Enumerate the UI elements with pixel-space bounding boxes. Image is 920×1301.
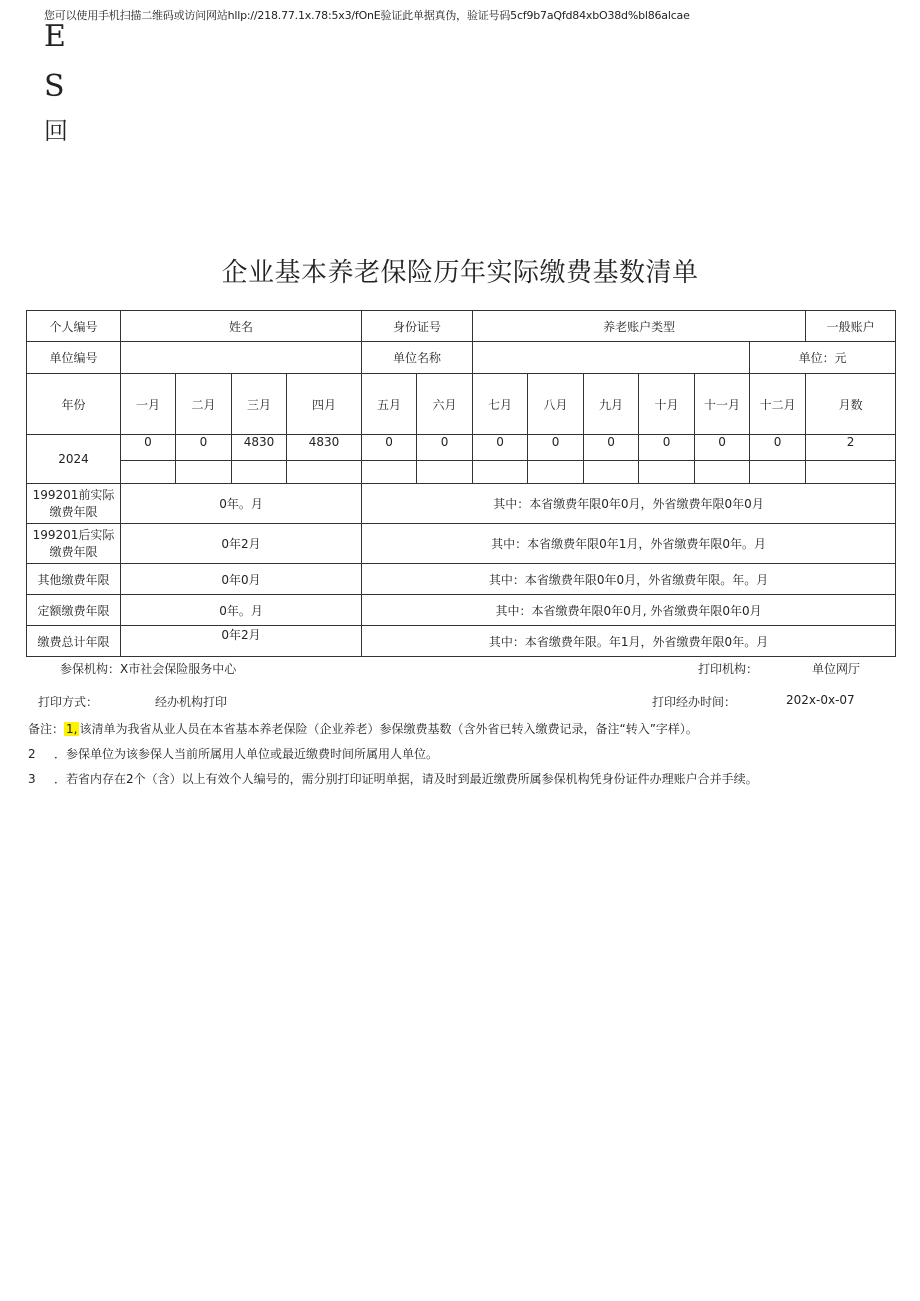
print-org-value: 单位网厅	[812, 662, 861, 676]
empty-cell	[121, 461, 176, 484]
note-2-number: 2	[28, 747, 36, 761]
month-value: 0	[639, 435, 695, 461]
empty-cell	[362, 461, 417, 484]
empty-cell	[473, 461, 528, 484]
month-value: 0	[176, 435, 232, 461]
empty-cell	[806, 461, 896, 484]
note-3-text: ．若省内存在2个（含）以上有效个人编号的，需分别打印证明单据，请及时到最近缴费所属参保机构凭身份证件办理账户合并手续。	[54, 772, 758, 786]
account-type-value: 一般账户	[806, 311, 896, 342]
note-1-number: 1,	[66, 722, 78, 736]
id-card-label: 身份证号	[362, 311, 473, 342]
note-1-text: 该清单为我省从业人员在本省基本养老保险（企业养老）参保缴费基数（含外省已转入缴费记录，备注“转入”字样）。	[79, 722, 698, 736]
stray-char-hui: 回	[44, 117, 68, 145]
stray-char-s: S	[44, 69, 65, 104]
col-header-month: 三月	[232, 374, 287, 435]
note-3-number: 3	[28, 772, 36, 786]
period-label: 199201前实际缴费年限	[27, 484, 121, 524]
month-value: 0	[584, 435, 639, 461]
print-method-value: 经办机构打印	[155, 695, 228, 709]
year-cell: 2024	[27, 435, 121, 484]
note-3	[28, 770, 758, 787]
unit-name-value	[473, 342, 750, 374]
col-header-month: 二月	[176, 374, 232, 435]
empty-cell	[695, 461, 750, 484]
contribution-table	[26, 310, 896, 657]
empty-cell	[417, 461, 473, 484]
period-label: 缴费总计年限	[27, 626, 121, 657]
note-2	[28, 745, 438, 762]
period-detail: 其中：本省缴费年限0年0月，外省缴费年限。年。月	[362, 564, 896, 595]
month-value: 0	[750, 435, 806, 461]
period-value: 0年2月	[121, 626, 362, 657]
unit-name-label: 单位名称	[362, 342, 473, 374]
empty-cell	[639, 461, 695, 484]
period-value: 0年0月	[121, 564, 362, 595]
month-value: 0	[695, 435, 750, 461]
stray-char-e: E	[44, 19, 66, 54]
period-value: 0年2月	[121, 524, 362, 564]
period-detail: 其中：本省缴费年限0年1月，外省缴费年限0年。月	[362, 524, 896, 564]
col-header-month: 五月	[362, 374, 417, 435]
verification-notice: 您可以使用手机扫描二维码或访问网站hllp://218.77.1x.78:5x3/fOnE验证此单据真伪，验证号码5cf9b7aQfd84xbO38d%bl86alcae	[44, 9, 690, 22]
month-value: 0	[528, 435, 584, 461]
empty-cell	[232, 461, 287, 484]
col-header-month: 一月	[121, 374, 176, 435]
col-header-month: 四月	[287, 374, 362, 435]
col-header-month-count: 月数	[806, 374, 896, 435]
print-method-label: 打印方式：	[38, 695, 99, 709]
period-label: 定额缴费年限	[27, 595, 121, 626]
col-header-month: 十月	[639, 374, 695, 435]
month-value: 0	[362, 435, 417, 461]
note-1	[28, 720, 698, 737]
unit-id-label: 单位编号	[27, 342, 121, 374]
notes-prefix: 备注：	[28, 722, 65, 736]
period-detail: 其中：本省缴费年限。年1月，外省缴费年限0年。月	[362, 626, 896, 657]
period-detail: 其中：本省缴费年限0年0月，外省缴费年限0年0月	[362, 484, 896, 524]
print-org-label: 打印机构：	[698, 662, 759, 676]
insured-org: 参保机构：X市社会保险服务中心	[60, 662, 237, 676]
empty-cell	[176, 461, 232, 484]
page-title: 企业基本养老保险历年实际缴费基数清单	[221, 258, 699, 288]
empty-cell	[287, 461, 362, 484]
period-label: 199201后实际缴费年限	[27, 524, 121, 564]
col-header-month: 九月	[584, 374, 639, 435]
empty-cell	[584, 461, 639, 484]
note-2-text: ．参保单位为该参保人当前所属用人单位或最近缴费时间所属用人单位。	[54, 747, 439, 761]
month-value: 0	[121, 435, 176, 461]
period-value: 0年。月	[121, 595, 362, 626]
col-header-month: 六月	[417, 374, 473, 435]
month-value: 4830	[287, 435, 362, 461]
name-label: 姓名	[121, 311, 362, 342]
period-label: 其他缴费年限	[27, 564, 121, 595]
account-type-label: 养老账户类型	[473, 311, 806, 342]
period-detail: 其中：本省缴费年限0年0月, 外省缴费年限0年0月	[362, 595, 896, 626]
empty-cell	[528, 461, 584, 484]
month-count-value: 2	[806, 435, 896, 461]
month-value: 4830	[232, 435, 287, 461]
currency-unit: 单位：元	[750, 342, 896, 374]
col-header-month: 七月	[473, 374, 528, 435]
col-header-month: 八月	[528, 374, 584, 435]
unit-id-value	[121, 342, 362, 374]
col-header-year: 年份	[27, 374, 121, 435]
period-value: 0年。月	[121, 484, 362, 524]
personal-id-label: 个人编号	[27, 311, 121, 342]
empty-cell	[750, 461, 806, 484]
col-header-month: 十一月	[695, 374, 750, 435]
print-time-label: 打印经办时间：	[652, 695, 737, 709]
print-time-value: 202x-0x-07	[786, 693, 855, 707]
month-value: 0	[473, 435, 528, 461]
month-value: 0	[417, 435, 473, 461]
col-header-month: 十二月	[750, 374, 806, 435]
